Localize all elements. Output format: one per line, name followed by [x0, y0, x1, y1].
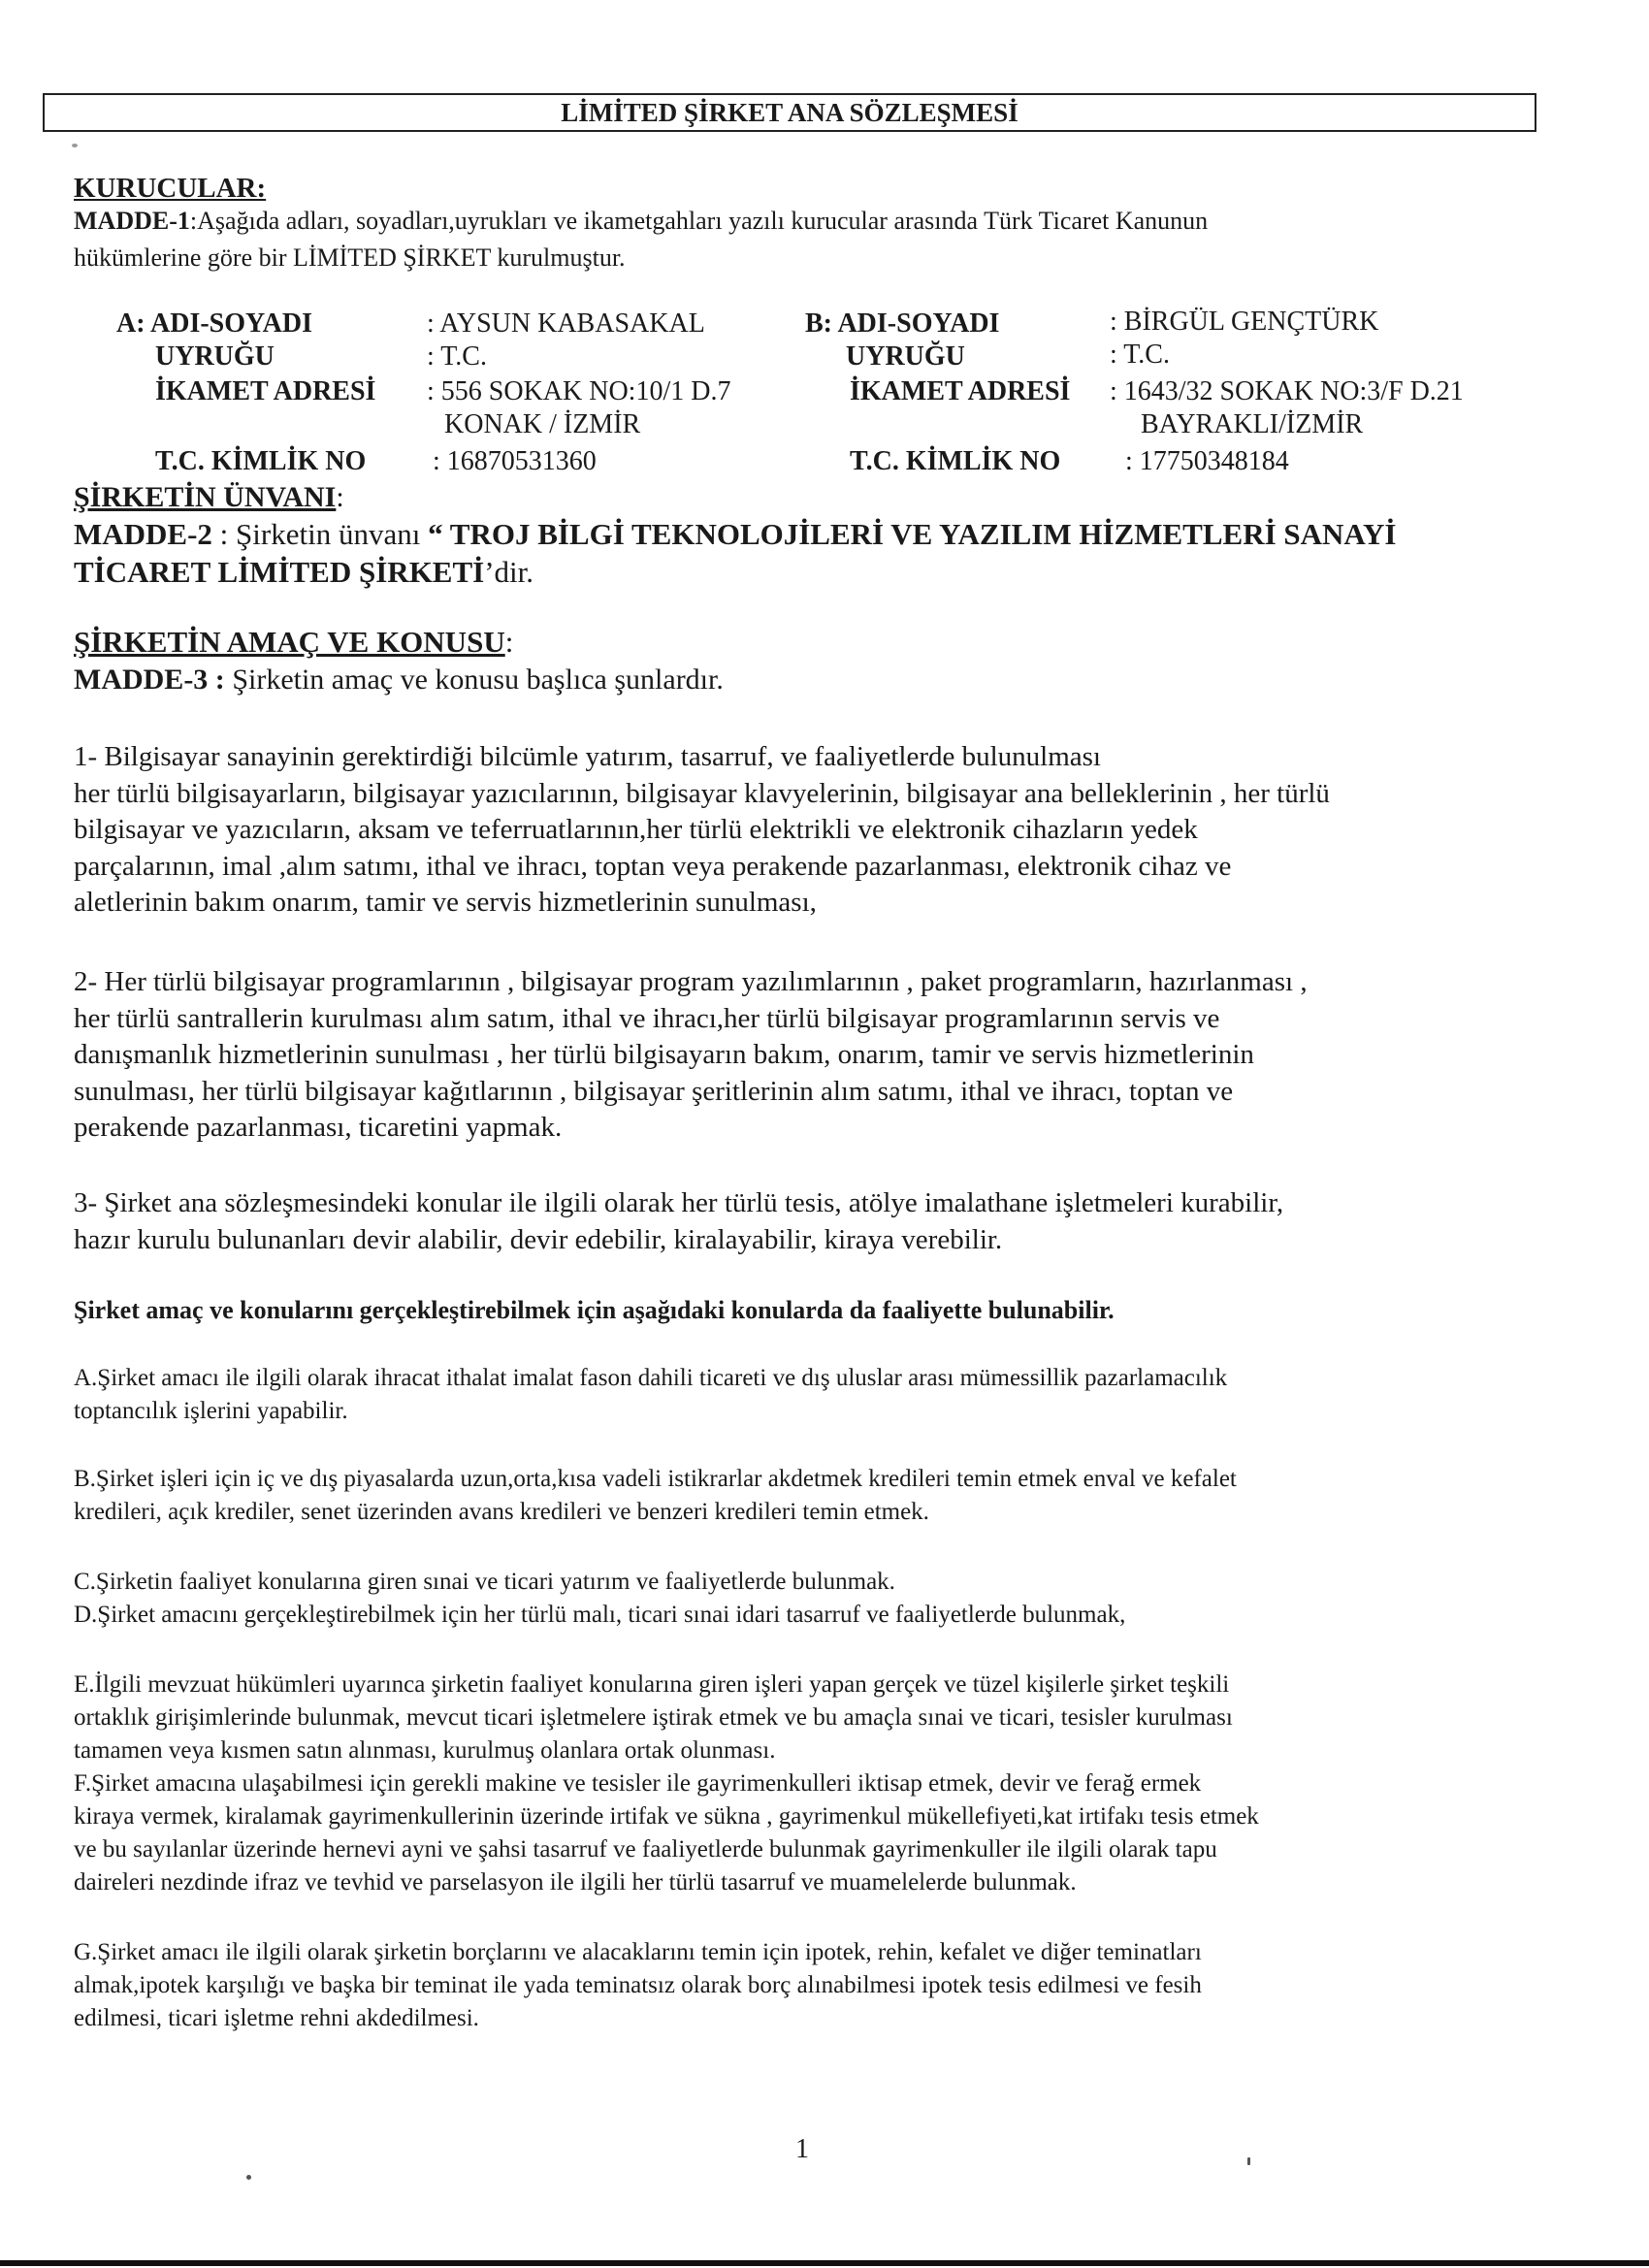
madde-1	[74, 204, 1548, 239]
madde-2-label: MADDE-2	[74, 517, 212, 551]
scan-speck	[246, 2175, 251, 2180]
purpose-heading-row	[74, 625, 513, 660]
purpose-heading-colon: :	[504, 625, 514, 659]
paragraph-2-line: 2- Her türlü bilgisayar programlarının , bilgisayar program yazılımlarının , paket programların, hazırlanması ,	[74, 966, 1308, 997]
paragraph-b-line: B.Şirket işleri için iç ve dış piyasalarda uzun,orta,kısa vadeli istikrarlar akdetmek kredileri temin etmek enval ve kefalet	[74, 1466, 1237, 1492]
document-title: LİMİTED ŞİRKET ANA SÖZLEŞMESİ	[43, 93, 1536, 132]
paragraph-a-line: A.Şirket amacı ile ilgili olarak ihracat ithalat imalat fason dahili ticareti ve dış uluslar arası mümessillik pazarlamacılık	[74, 1365, 1228, 1391]
paragraph-2-line: her türlü santrallerin kurulması alım satım, ithal ve ihracı,her türlü bilgisayar programlarının servis ve	[74, 1002, 1220, 1034]
paragraph-f-line: ve bu sayılanlar üzerinde hernevi ayni ve şahsi tasarruf ve faaliyetlerde bulunmak gayrimenkuller ile ilgili olarak tapu	[74, 1836, 1217, 1863]
company-name-suffix: ’dir.	[484, 555, 534, 589]
paragraph-e-line: E.İlgili mevzuat hükümleri uyarınca şirketin faaliyet konularına giren işleri yapan gerçek ve tüzel kişilerle şirket teşkili	[74, 1671, 1230, 1698]
founder-a-address-label: İKAMET ADRESİ	[155, 376, 376, 406]
paragraph-f-line: kiraya vermek, kiralamak gayrimenkullerinin üzerinde irtifak ve sükna , gayrimenkul mükellefiyeti,kat irtifakı tesis etmek	[74, 1803, 1259, 1830]
paragraph-3-line: 3- Şirket ana sözleşmesindeki konular ile ilgili olarak her türlü tesis, atölye imalathane işletmeleri kurabilir,	[74, 1187, 1284, 1218]
paragraph-2-line: sunulması, her türlü bilgisayar kağıtlarının , bilgisayar şeritlerinin alım satımı, ithal ve ihracı, toptan ve	[74, 1075, 1234, 1107]
company-name-line2: TİCARET LİMİTED ŞİRKETİ	[74, 555, 485, 589]
madde-3-text: Şirketin amaç ve konusu başlıca şunlardır.	[224, 664, 724, 696]
paragraph-1-line: her türlü bilgisayarların, bilgisayar yazıcılarının, bilgisayar klavyelerinin, bilgisayar ana belleklerinin , her türlü	[74, 777, 1330, 809]
founder-a-id-label: T.C. KİMLİK NO	[155, 446, 367, 476]
madde-1-text: :Aşağıda adları, soyadları,uyrukları ve ikametgahları yazılı kurucular arasında Türk Ticaret Kanunun	[189, 207, 1209, 235]
paragraph-1-line: parçalarının, imal ,alım satımı, ithal ve ihracı, toptan veya perakende pazarlanması, elektronik cihaz ve	[74, 850, 1232, 882]
paragraph-f-line: F.Şirket amacına ulaşabilmesi için gerekli makine ve tesisler ile gayrimenkulleri iktisap etmek, devir ve ferağ ermek	[74, 1770, 1202, 1797]
paragraph-e-line: ortaklık girişimlerinde bulunmak, mevcut ticari işletmelere iştirak etmek ve bu amaçla sınai ve ticari, tesisler kurulması	[74, 1704, 1233, 1731]
paragraph-g	[74, 1936, 1529, 2035]
paragraph-g-line: almak,ipotek karşılığı ve başka bir teminat ile yada teminatsız olarak borç alınabilmesi ipotek tesis edilmesi ve fesih	[74, 1972, 1202, 1998]
scan-bottom-edge	[0, 2260, 1649, 2266]
paragraph-1	[74, 739, 1529, 922]
founder-a-nationality-label: UYRUĞU	[155, 341, 275, 372]
founder-b-id: : 17750348184	[1125, 446, 1289, 476]
paragraph-g-line: edilmesi, ticari işletme rehni akdedilmesi.	[74, 2005, 479, 2031]
founder-b-name: : BİRGÜL GENÇTÜRK	[1110, 307, 1379, 337]
scan-speck	[72, 144, 78, 147]
founder-a-name: : AYSUN KABASAKAL	[427, 308, 705, 339]
paragraph-a-line: toptancılık işlerini yapabilir.	[74, 1398, 348, 1424]
founder-a-address-line2: KONAK / İZMİR	[444, 409, 641, 439]
madde-3	[74, 664, 724, 697]
paragraph-c: C.Şirketin faaliyet konularına giren sınai ve ticari yatırım ve faaliyetlerde bulunmak.	[74, 1569, 895, 1595]
paragraph-e-line: tamamen veya kısmen satın alınması, kurulmuş olanlara ortak olunması.	[74, 1737, 776, 1764]
paragraph-2-line: danışmanlık hizmetlerinin sunulması , her türlü bilgisayarın bakım, onarım, tamir ve servis hizmetlerinin	[74, 1039, 1254, 1070]
paragraph-e	[74, 1669, 1529, 1767]
madde-2-intro: : Şirketin ünvanı	[211, 517, 429, 551]
founder-a-nationality: : T.C.	[427, 341, 487, 372]
company-name-line2-row	[74, 555, 534, 590]
founder-b-address-label: İKAMET ADRESİ	[850, 376, 1071, 406]
paragraph-3	[74, 1185, 1529, 1258]
paragraph-g-line: G.Şirket amacı ile ilgili olarak şirketin borçlarını ve alacaklarını temin için ipotek, rehin, kefalet ve diğer teminatları	[74, 1939, 1202, 1965]
paragraph-1-line: 1- Bilgisayar sanayinin gerektirdiği bilcümle yatırım, tasarruf, ve faaliyetlerde bulunulması	[74, 741, 1101, 772]
page-number: 1	[795, 2134, 809, 2164]
paragraph-b	[74, 1463, 1529, 1529]
company-name-heading: ŞİRKETİN ÜNVANI	[74, 481, 337, 513]
founder-b-address-line2: BAYRAKLI/İZMİR	[1141, 409, 1364, 439]
paragraph-3-line: hazır kurulu bulunanları devir alabilir, devir edebilir, kiralayabilir, kiraya verebilir.	[74, 1223, 1003, 1255]
founder-b-address: : 1643/32 SOKAK NO:3/F D.21	[1110, 376, 1464, 406]
company-name-heading-row	[74, 481, 344, 514]
activities-intro: Şirket amaç ve konularını gerçekleştirebilmek için aşağıdaki konularda da faaliyette bulunabilir.	[74, 1296, 1115, 1324]
paragraph-2-line: perakende pazarlanması, ticaretini yapmak.	[74, 1112, 563, 1143]
company-name-line1: “ TROJ BİLGİ TEKNOLOJİLERİ VE YAZILIM HİZMETLERİ SANAYİ	[428, 517, 1397, 551]
paragraph-d: D.Şirket amacını gerçekleştirebilmek için her türlü malı, ticari sınai idari tasarruf ve faaliyetlerde bulunmak,	[74, 1602, 1126, 1628]
madde-1-label: MADDE-1	[74, 207, 190, 235]
founder-b-name-label: B: ADI-SOYADI	[805, 308, 1000, 339]
founder-a-address: : 556 SOKAK NO:10/1 D.7	[427, 376, 731, 406]
paragraph-1-line: aletlerinin bakım onarım, tamir ve servis hizmetlerinin sunulması,	[74, 887, 817, 918]
paragraph-2	[74, 964, 1529, 1147]
paragraph-a	[74, 1362, 1529, 1428]
paragraph-f-line: daireleri nezdinde ifraz ve tevhid ve parselasyon ile ilgili her türlü tasarruf ve muamelelerde bulunmak.	[74, 1869, 1077, 1895]
paragraph-1-line: bilgisayar ve yazıcıların, aksam ve teferruatlarının,her türlü elektrikli ve elektronik cihazların yedek	[74, 814, 1198, 845]
founders-heading: KURUCULAR:	[74, 173, 267, 204]
founder-b-nationality-label: UYRUĞU	[846, 341, 965, 372]
madde-3-label: MADDE-3 :	[74, 664, 225, 696]
founder-a-id: : 16870531360	[433, 446, 597, 476]
madde-2	[74, 516, 1587, 553]
founder-b-id-label: T.C. KİMLİK NO	[850, 446, 1061, 476]
purpose-heading: ŞİRKETİN AMAÇ VE KONUSU	[74, 625, 505, 659]
paragraph-b-line: kredileri, açık krediler, senet üzerinden avans kredileri ve benzeri kredileri temin etmek.	[74, 1499, 929, 1525]
scan-speck	[1247, 2157, 1250, 2165]
founder-a-name-label: A: ADI-SOYADI	[116, 308, 313, 339]
paragraph-f	[74, 1767, 1529, 1899]
madde-1-line2: hükümlerine göre bir LİMİTED ŞİRKET kurulmuştur.	[74, 243, 626, 272]
founder-b-nationality: : T.C.	[1110, 340, 1170, 370]
company-name-heading-colon: :	[336, 481, 344, 513]
